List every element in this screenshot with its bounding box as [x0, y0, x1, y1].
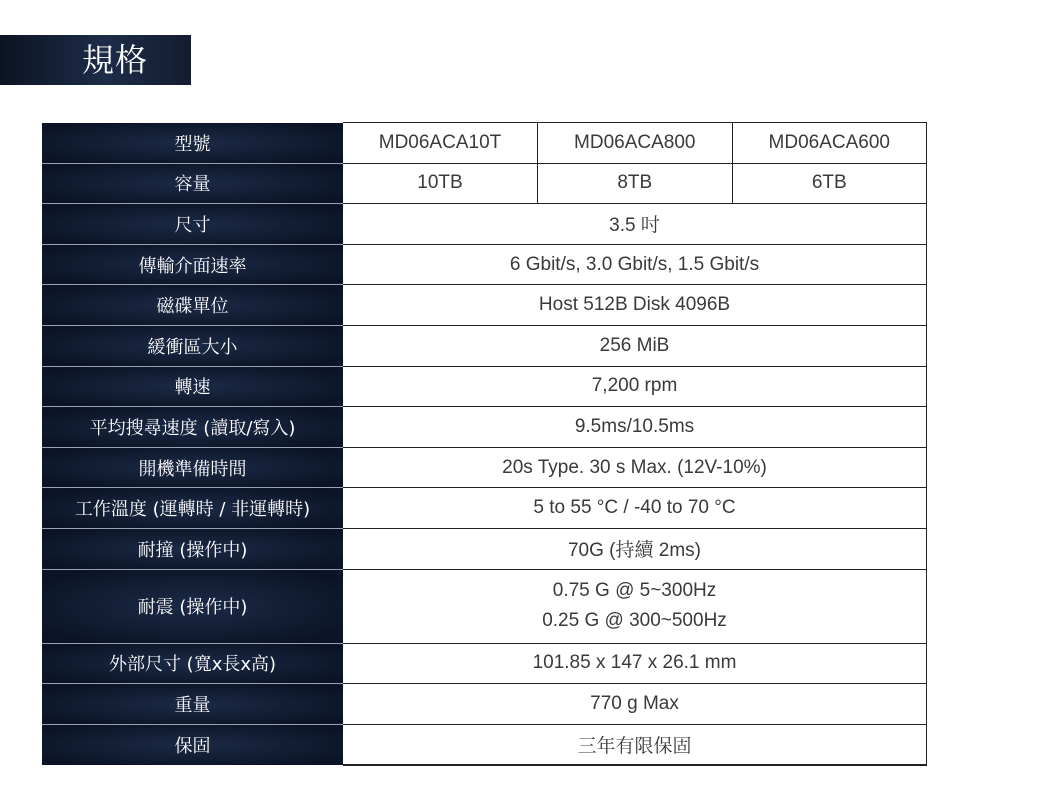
table-row-rpm — [42, 366, 927, 407]
capacity-cell: 8TB — [538, 163, 733, 204]
model-cell: MD06ACA10T — [343, 123, 538, 164]
row-label: 重量 — [42, 684, 343, 725]
table-row-buffer — [42, 325, 927, 366]
vibration-line: 0.75 G @ 5~300Hz — [552, 580, 717, 602]
size-value: 3.5 吋 — [343, 204, 927, 245]
warranty-value: 三年有限保固 — [343, 724, 927, 765]
table-row-model — [42, 123, 927, 164]
table-row-temp — [42, 488, 927, 529]
table-row-warranty — [42, 724, 927, 765]
interface-value: 6 Gbit/s, 3.0 Gbit/s, 1.5 Gbit/s — [343, 244, 927, 285]
table-row-dimensions — [42, 643, 927, 684]
model-cell: MD06ACA600 — [732, 123, 927, 164]
row-label: 轉速 — [42, 366, 343, 407]
row-label: 緩衝區大小 — [42, 325, 343, 366]
weight-value: 770 g Max — [343, 684, 927, 725]
page-title: 規格 — [0, 35, 191, 85]
table-row-seek — [42, 407, 927, 448]
row-label: 平均搜尋速度 (讀取/寫入) — [42, 407, 343, 448]
buffer-value: 256 MiB — [343, 325, 927, 366]
table-row-startup — [42, 447, 927, 488]
row-label: 容量 — [42, 163, 343, 204]
capacity-cell: 6TB — [732, 163, 927, 204]
model-cell: MD06ACA800 — [538, 123, 733, 164]
row-label: 保固 — [42, 724, 343, 765]
table-row-vibration — [42, 569, 927, 643]
sector-value: Host 512B Disk 4096B — [343, 285, 927, 326]
startup-value: 20s Type. 30 s Max. (12V-10%) — [343, 447, 927, 488]
shock-value: 70G (持續 2ms) — [343, 528, 927, 569]
row-label: 傳輸介面速率 — [42, 244, 343, 285]
row-label: 尺寸 — [42, 204, 343, 245]
table-row-shock — [42, 528, 927, 569]
capacity-cell: 10TB — [343, 163, 538, 204]
row-label: 磁碟單位 — [42, 285, 343, 326]
seek-value: 9.5ms/10.5ms — [343, 407, 927, 448]
row-label: 型號 — [42, 123, 343, 164]
vibration-value — [343, 569, 927, 643]
table-row-capacity — [42, 163, 927, 204]
vibration-line: 0.25 G @ 300~500Hz — [542, 610, 727, 632]
spec-table — [42, 122, 927, 766]
table-row-interface — [42, 244, 927, 285]
table-row-size — [42, 204, 927, 245]
table-row-sector — [42, 285, 927, 326]
row-label: 外部尺寸 (寬x長x高) — [42, 643, 343, 684]
row-label: 工作溫度 (運轉時 / 非運轉時) — [42, 488, 343, 529]
table-row-weight — [42, 684, 927, 725]
rpm-value: 7,200 rpm — [343, 366, 927, 407]
dimensions-value: 101.85 x 147 x 26.1 mm — [343, 643, 927, 684]
row-label: 耐撞 (操作中) — [42, 528, 343, 569]
row-label: 耐震 (操作中) — [42, 569, 343, 643]
temp-value: 5 to 55 °C / -40 to 70 °C — [343, 488, 927, 529]
row-label: 開機準備時間 — [42, 447, 343, 488]
